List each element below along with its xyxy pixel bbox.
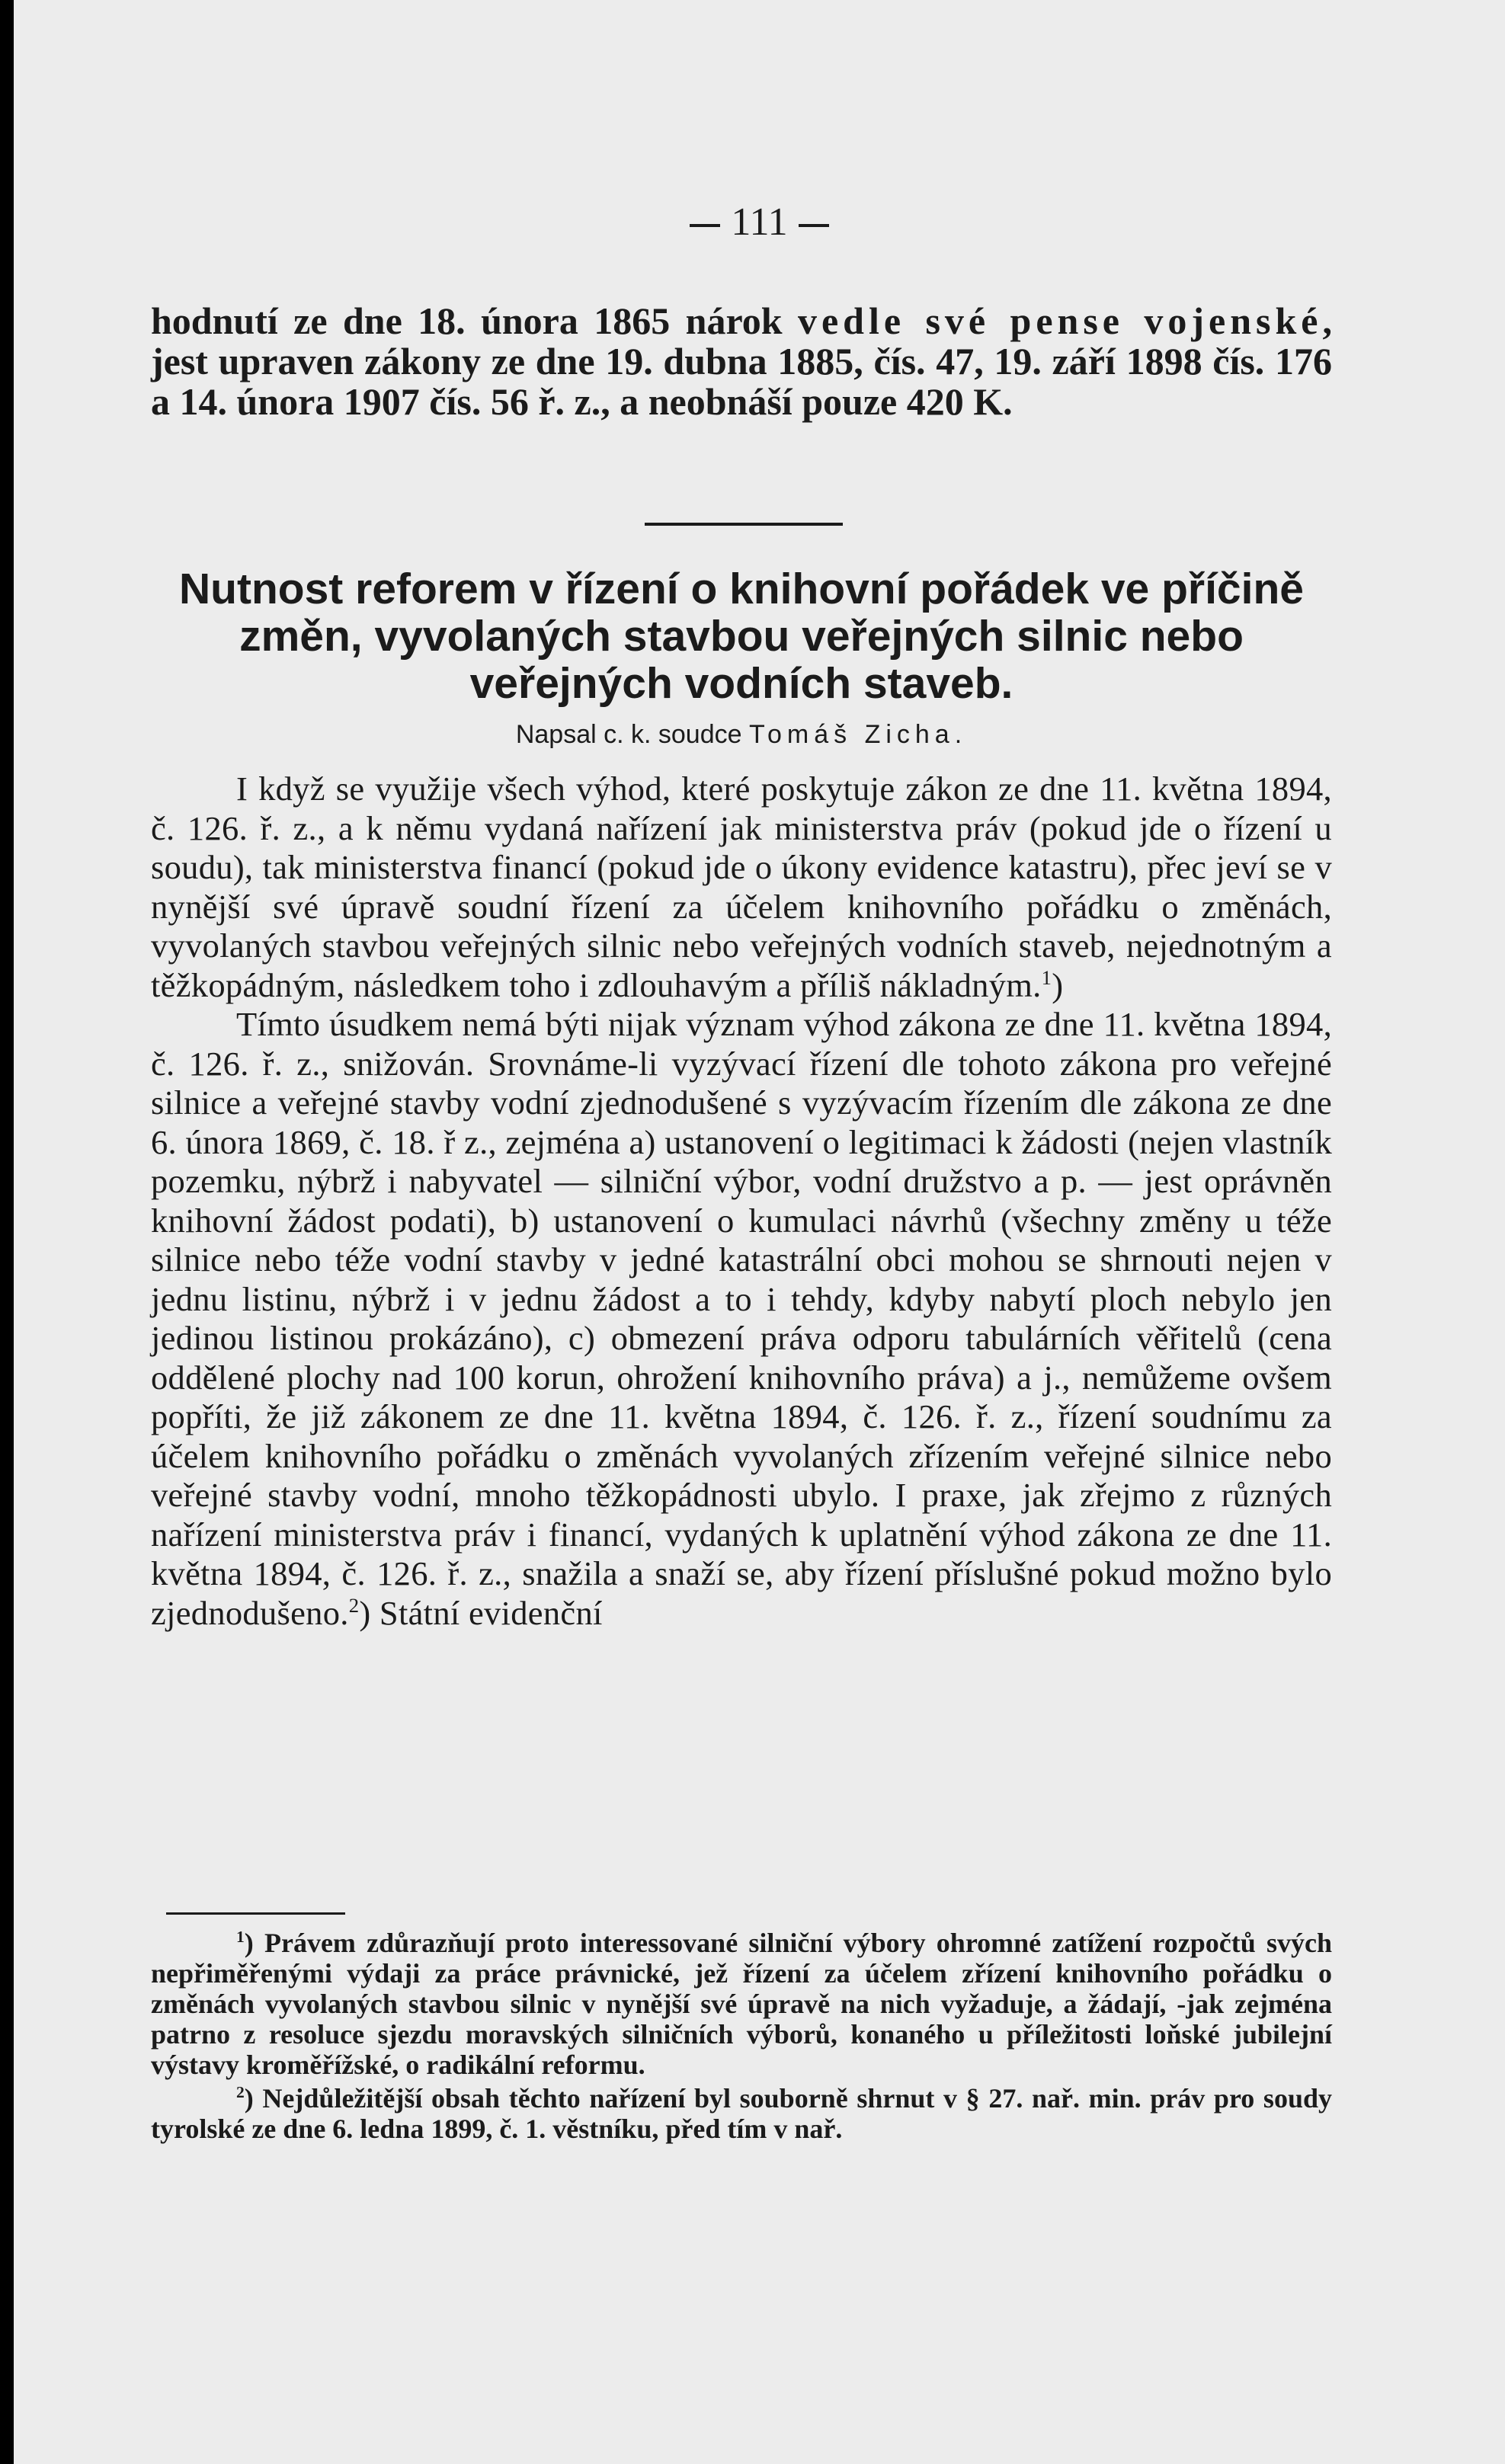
scanned-page <box>14 0 1505 2464</box>
body-paragraph-2-text: Tímto úsudkem nemá býti nijak význam výhod zákona ze dne 11. května 1894, č. 126. ř. z., snižován. Srovnáme-li vyzývací řízení dle tohoto zákona pro veřejné silnice a veřejné stavby vodní zjednodušené s vyzývacím řízením dle zákona ze dne 6. února 1869, č. 18. ř z., zejména a) ustanovení o legitimaci k žádosti (nejen vlastník pozemku, nýbrž i nabyvatel — silniční výbor, vodní družstvo a p. — jest oprávněn knihovní žádost podati), b) ustanovení o kumulaci návrhů (všechny změny u téže silnice nebo téže vodní stavby v jedné katastrální obci mohou se shrnouti nejen v jednu listinu, nýbrž i v jednu žádost a to i tehdy, kdyby nabytí ploch nebylo jen jedinou listinou prokázáno), c) obmezení práva odporu tabulárních věřitelů (cena oddělené plochy nad 100 korun, ohrožení knihovního práva) a j., nemůžeme ovšem popříti, že již zákonem ze dne 11. května 1894, č. 126. ř. z., řízení soudnímu za účelem knihovního pořádku o změnách vyvolaných zřízením veřejné silnice nebo veřejné stavby vodní, mnoho těžkopádnosti ubylo. I praxe, jak zřejmo z různých nařízení ministerstva práv i financí, vydaných k uplatnění výhod zákona ze dne 11. května 1894, č. 126. ř. z., snažila a snaží se, aby řízení příslušné pokud možno bylo zjednodušeno. <box>151 1005 1332 1632</box>
footnote-1-mark: 1 <box>236 1928 245 1946</box>
carry-over-paragraph <box>151 301 1332 422</box>
carry-over-text-end: , jest upraven zákony ze dne 19. dubna 1885, čís. 47, 19. září 1898 čís. 176 a 14. února 1907 čís. 56 ř. z., a neobnáší pouze 420 K. <box>151 299 1332 423</box>
article-title: Nutnost reforem v řízení o knihovní pořádek ve příčině změn, vyvolaných stavbou veřejných silnic nebo veřejných vodních staveb. <box>179 565 1304 708</box>
article-byline <box>151 719 1332 750</box>
footnote-ref-1-close: ) <box>1052 965 1064 1004</box>
body-paragraph-1 <box>151 770 1332 1005</box>
page-number <box>14 200 1505 245</box>
body-paragraph-2-tail: ) Státní evidenční <box>359 1593 603 1632</box>
body-paragraph-2 <box>151 1005 1332 1633</box>
footnote-2-mark: 2 <box>236 2083 245 2101</box>
footnote-divider <box>166 1912 345 1915</box>
footnote-1 <box>151 1928 1332 2080</box>
page-number-value: 111 <box>731 200 788 244</box>
section-divider <box>645 523 843 526</box>
carry-over-spaced-phrase: vedle své pense vojenské <box>797 299 1323 342</box>
body-paragraph-1-text: I když se využije všech výhod, které poskytuje zákon ze dne 11. května 1894, č. 126. ř. z., a k němu vydaná nařízení jak ministerstva práv (pokud jde o řízení u soudu), tak ministerstva financí (pokud jde o úkony evidence katastru), přec jeví se v nynější své úpravě soudní řízení za účelem knihovního pořádku o změnách, vyvolaných stavbou veřejných silnic nebo veřejných vodních staveb, nejednotným a těžkopádným, následkem toho i zdlouhavým a příliš nákladným. <box>151 770 1332 1004</box>
footnote-2 <box>151 2083 1332 2144</box>
footnote-1-text: ) Právem zdůrazňují proto interessované silniční výbory ohromné zatížení rozpočtů svých nepřiměřenými výdaji za práce právnické, jež řízení za účelem zřízení knihovního pořádku o změnách vyvolaných stavbou silnic v nynější své úpravě na nich vyžaduje, a žádají, -jak zejména patrno z resoluce sjezdu moravských silničních výborů, konaného u příležitosti loňské jubilejní výstavy kroměřížské, o radikální reformu. <box>151 1928 1332 2080</box>
footnote-2-text: ) Nejdůležitější obsah těchto nařízení byl souborně shrnut v § 27. nař. min. práv pro soudy tyrolské ze dne 6. ledna 1899, č. 1. věstníku, před tím v nař. <box>151 2083 1332 2144</box>
byline-author: Tomáš Zicha. <box>748 720 968 749</box>
footnote-ref-2: 2 <box>348 1593 360 1617</box>
page-number-dash-left <box>690 224 720 227</box>
page-number-dash-right <box>799 224 829 227</box>
footnote-ref-1: 1 <box>1041 965 1052 989</box>
article-body <box>151 770 1332 1633</box>
byline-prefix: Napsal c. k. soudce <box>515 720 742 749</box>
carry-over-text-start: hodnutí ze dne 18. února 1865 nárok <box>151 299 798 342</box>
footnotes <box>151 1928 1332 2147</box>
